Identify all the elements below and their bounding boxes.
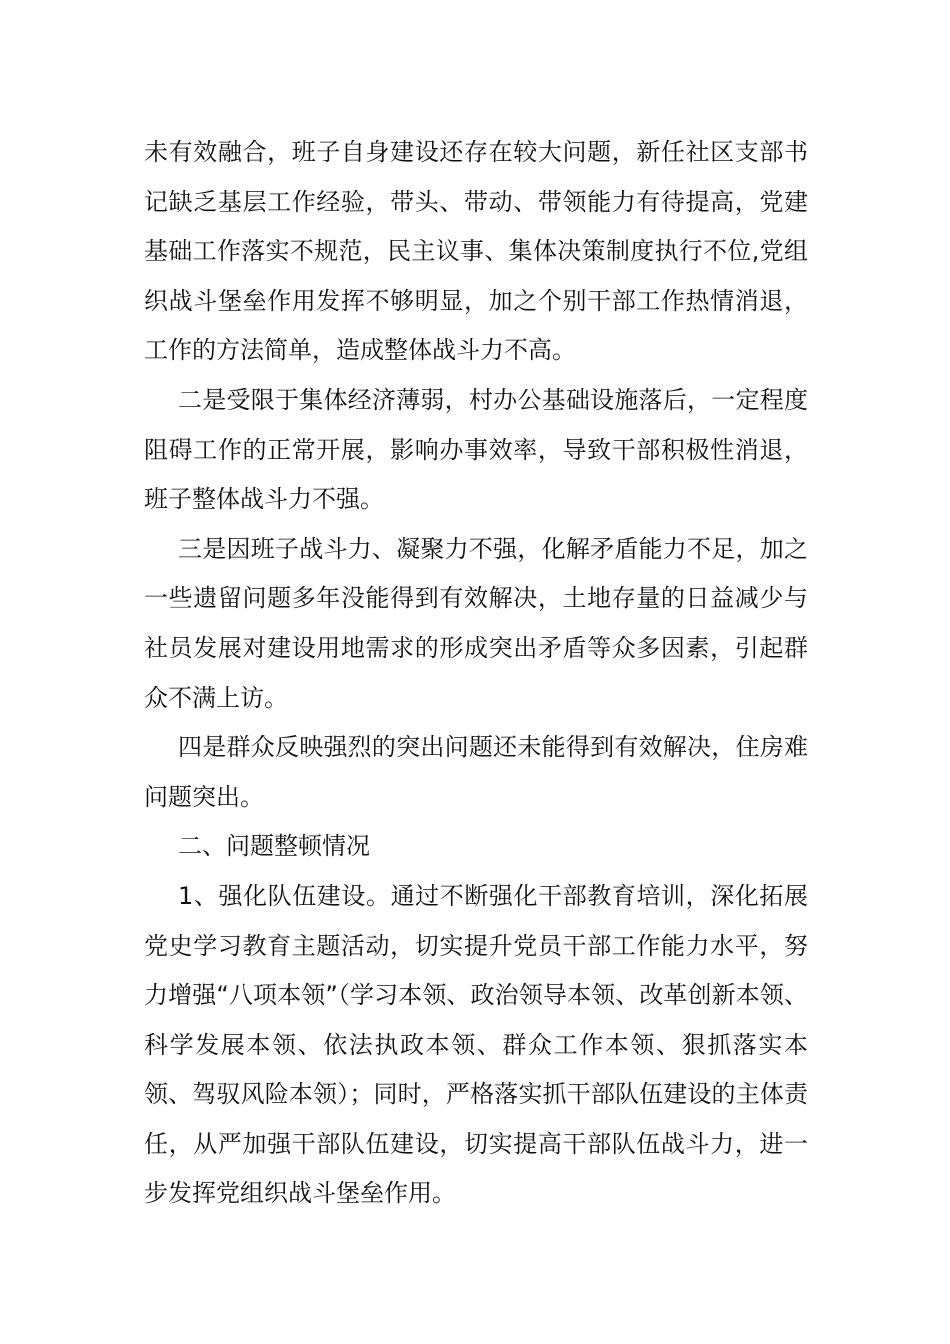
paragraph-point-two: 二是受限于集体经济薄弱，村办公基础设施落后，一定程度阻碍工作的正常开展，影响办事效率，导致干部积极性消退，班子整体战斗力不强。 <box>144 385 808 514</box>
paragraph-point-three: 三是因班子战斗力、凝聚力不强，化解矛盾能力不足，加之一些遗留问题多年没能得到有效解决，土地存量的日益减少与社员发展对建设用地需求的形成突出矛盾等众多因素，引起群众不满上访。 <box>144 534 808 712</box>
paragraph-item-one: 1、强化队伍建设。通过不断强化干部教育培训，深化拓展党史学习教育主题活动，切实提升党员干部工作能力水平，努力增强“八项本领”（学习本领、政治领导本领、改革创新本领、科学发展本领、依法执政本领、群众工作本领、狠抓落实本领、驾驭风险本领）；同时，严格落实抓干部队伍建设的主体责任，从严加强干部队伍建设，切实提高干部队伍战斗力，进一步发挥党组织战斗堡垒作用。 <box>144 881 808 1208</box>
paragraph-point-four: 四是群众反映强烈的突出问题还未能得到有效解决，住房难问题突出。 <box>144 733 808 811</box>
document-body <box>144 128 808 1219</box>
section-heading: 二、问题整顿情况 <box>178 832 370 861</box>
paragraph-continuation: 未有效融合，班子自身建设还存在较大问题，新任社区支部书记缺乏基层工作经验，带头、带动、带领能力有待提高，党建基础工作落实不规范，民主议事、集体决策制度执行不位,党组织战斗堡垒作用发挥不够明显，加之个别干部工作热情消退，工作的方法简单，造成整体战斗力不高。 <box>144 138 808 365</box>
